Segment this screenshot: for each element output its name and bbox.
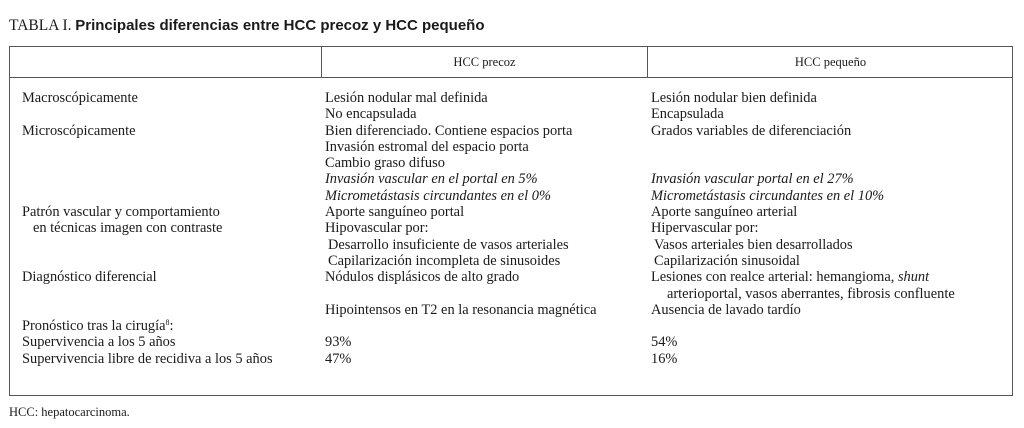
- cell: 93%: [325, 334, 352, 351]
- column-hcc-pequeno: [651, 90, 955, 367]
- cell: Hipervascular por:: [651, 220, 759, 237]
- row-label: Supervivencia a los 5 años: [22, 334, 176, 351]
- column-feature: [22, 90, 273, 367]
- cell: Bien diferenciado. Contiene espacios porta: [325, 122, 573, 139]
- cell: Vasos arteriales bien desarrollados: [654, 236, 853, 253]
- cell: Cambio graso difuso: [325, 155, 445, 172]
- header-hcc-precoz: HCC precoz: [453, 55, 516, 69]
- cell: Invasión estromal del espacio porta: [325, 138, 529, 155]
- cell: 54%: [651, 334, 678, 351]
- cell: Hipovascular por:: [325, 220, 429, 237]
- cell: Invasión vascular en el portal en 5%: [325, 171, 538, 188]
- cell: Aporte sanguíneo arterial: [651, 204, 798, 221]
- cell: Lesiones con realce arterial: hemangioma, shunt: [651, 269, 930, 286]
- row-label: en técnicas imagen con contraste: [33, 220, 223, 237]
- cell: No encapsulada: [325, 106, 417, 123]
- cell: Lesión nodular mal definida: [325, 90, 488, 106]
- cell: Capilarización incompleta de sinusoides: [328, 252, 561, 269]
- row-label: Patrón vascular y comportamiento: [22, 204, 220, 221]
- footnote: HCC: hepatocarcinoma.: [9, 405, 130, 419]
- cell: Grados variables de diferenciación: [651, 122, 852, 139]
- cell: 47%: [325, 350, 352, 367]
- cell: Lesión nodular bien definida: [651, 90, 817, 106]
- row-label: Microscópicamente: [22, 122, 136, 139]
- row-label-prognosis: Pronóstico tras la cirugía$^8$:: [22, 318, 174, 335]
- cell: Micrometástasis circundantes en el 10%: [651, 187, 885, 204]
- cell: Nódulos displásicos de alto grado: [325, 269, 520, 286]
- table-header-row: [10, 47, 1012, 78]
- cell: Micrometástasis circundantes en el 0%: [325, 187, 551, 204]
- column-hcc-precoz: [325, 90, 596, 367]
- cell: 16%: [651, 350, 678, 367]
- table-caption: [9, 17, 485, 35]
- comparison-table: [9, 46, 1013, 396]
- cell: Invasión vascular portal en el 27%: [651, 171, 854, 188]
- cell: Hipointensos en T2 en la resonancia magnética: [325, 301, 597, 318]
- table-number: TABLA I.: [9, 17, 72, 34]
- italic-term: shunt: [897, 269, 930, 286]
- row-label: Supervivencia libre de recidiva a los 5 años: [22, 350, 273, 367]
- cell: arterioportal, vasos aberrantes, fibrosis confluente: [667, 285, 955, 302]
- cell: Ausencia de lavado tardío: [651, 301, 801, 318]
- cell: Desarrollo insuficiente de vasos arteriales: [328, 236, 569, 253]
- table-title: Principales diferencias entre HCC precoz y HCC pequeño: [75, 17, 485, 34]
- cell: Encapsulada: [651, 106, 724, 123]
- row-label: Diagnóstico diferencial: [22, 269, 157, 286]
- header-hcc-pequeno: HCC pequeño: [794, 55, 867, 69]
- row-label: Macroscópicamente: [22, 90, 138, 106]
- reference-superscript: 8: [165, 318, 170, 328]
- cell: Aporte sanguíneo portal: [325, 204, 465, 221]
- cell: Capilarización sinusoidal: [654, 252, 800, 269]
